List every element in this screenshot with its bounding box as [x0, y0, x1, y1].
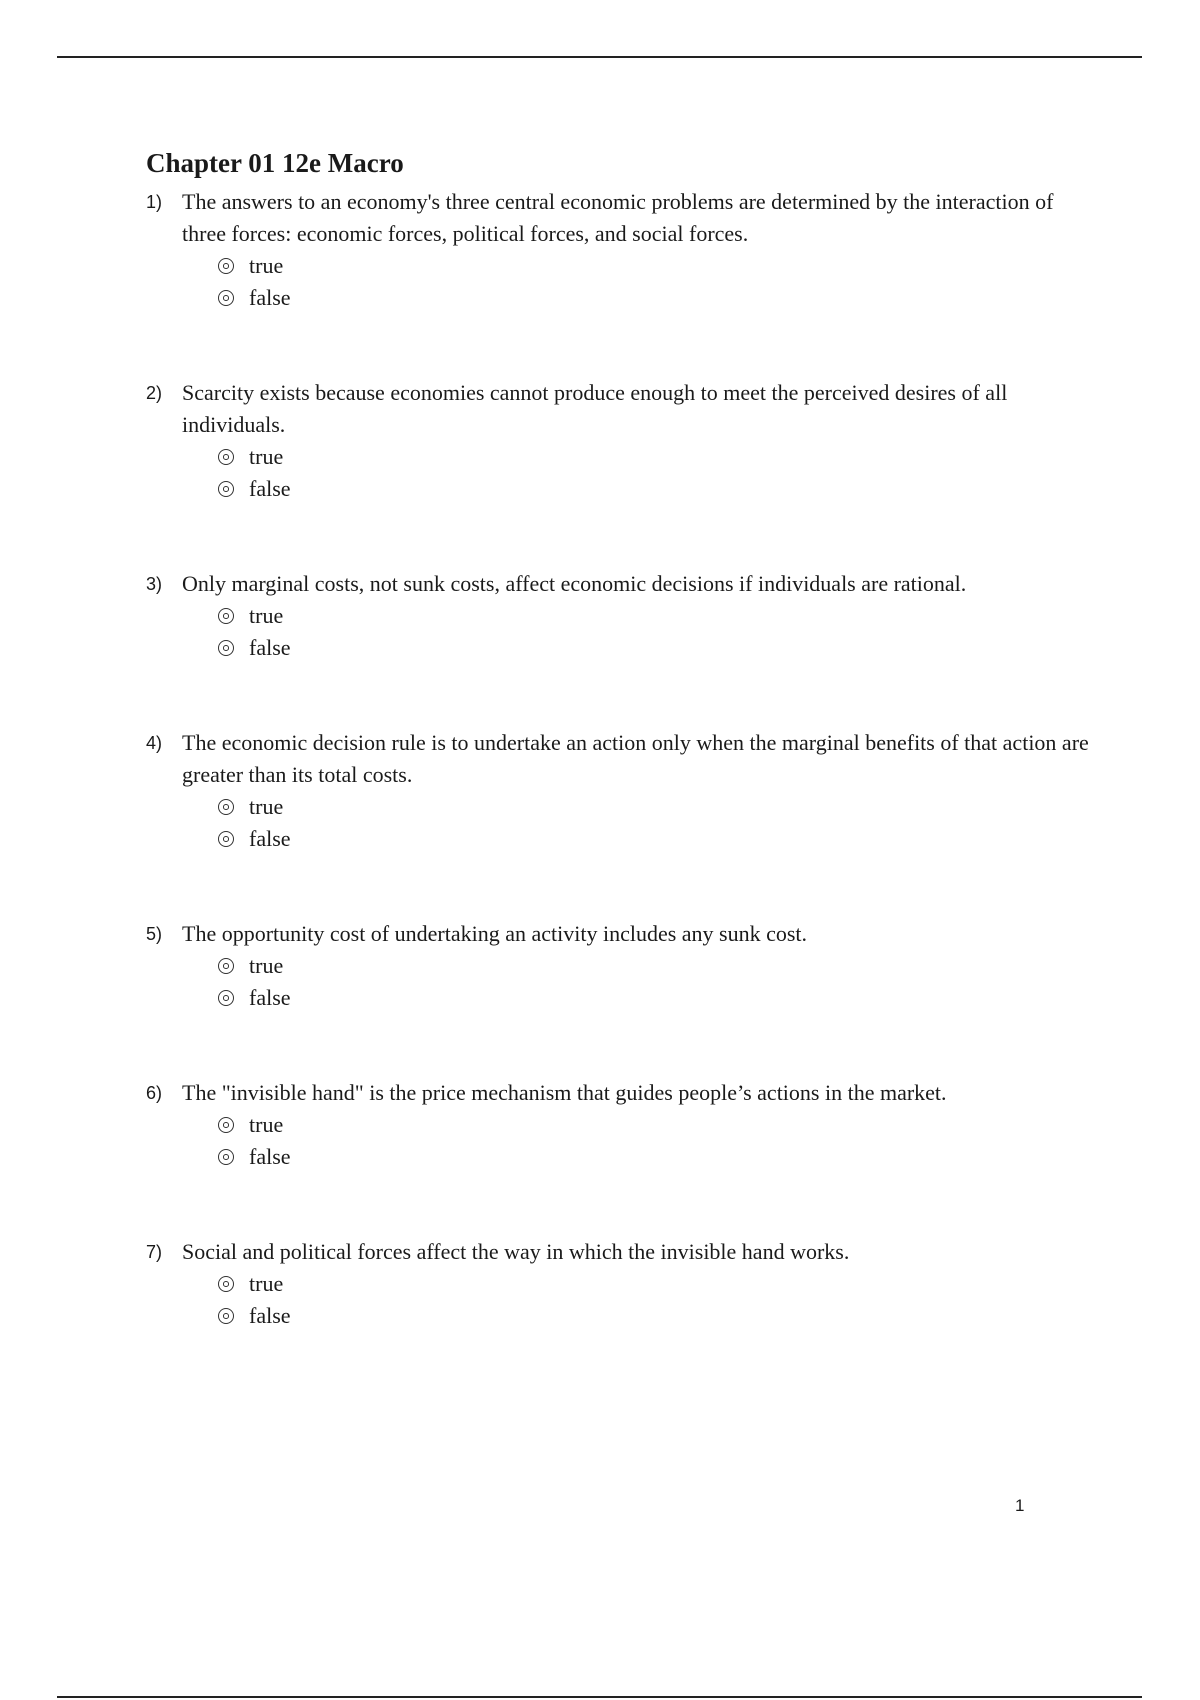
radio-button-icon[interactable] — [218, 831, 234, 847]
question-number: 4) — [146, 733, 163, 753]
radio-button-icon[interactable] — [218, 449, 234, 465]
radio-button-icon[interactable] — [218, 799, 234, 815]
radio-button-icon[interactable] — [218, 1308, 234, 1324]
option-label: true — [249, 1112, 284, 1137]
radio-button-icon[interactable] — [218, 1276, 234, 1292]
option-label: false — [249, 476, 291, 501]
top-rule — [57, 56, 1142, 58]
question-1 — [146, 186, 1096, 314]
option-true[interactable] — [218, 1268, 1096, 1300]
question-number: 3) — [146, 574, 163, 594]
question-6 — [146, 1077, 1096, 1173]
answer-options — [218, 1109, 1096, 1173]
option-label: true — [249, 1271, 284, 1296]
radio-button-icon[interactable] — [218, 990, 234, 1006]
document-title: Chapter 01 12e Macro — [146, 148, 404, 178]
radio-button-icon[interactable] — [218, 608, 234, 624]
radio-button-icon[interactable] — [218, 1149, 234, 1165]
option-true[interactable] — [218, 441, 1096, 473]
question-number: 6) — [146, 1083, 163, 1103]
option-true[interactable] — [218, 600, 1096, 632]
question-number: 7) — [146, 1242, 163, 1262]
radio-button-icon[interactable] — [218, 290, 234, 306]
option-label: false — [249, 1303, 291, 1328]
question-3 — [146, 568, 1096, 664]
option-false[interactable] — [218, 982, 1096, 1014]
answer-options — [218, 791, 1096, 855]
question-text: Social and political forces affect the way in which the invisible hand works. — [182, 1239, 850, 1264]
radio-button-icon[interactable] — [218, 481, 234, 497]
option-true[interactable] — [218, 250, 1096, 282]
option-true[interactable] — [218, 950, 1096, 982]
question-2 — [146, 377, 1096, 505]
option-label: false — [249, 985, 291, 1010]
answer-options — [218, 250, 1096, 314]
radio-button-icon[interactable] — [218, 1117, 234, 1133]
option-false[interactable] — [218, 282, 1096, 314]
question-text: Only marginal costs, not sunk costs, affect economic decisions if individuals are rational. — [182, 571, 967, 596]
option-false[interactable] — [218, 823, 1096, 855]
question-number: 1) — [146, 192, 163, 212]
option-label: true — [249, 953, 284, 978]
question-text: The answers to an economy's three central economic problems are determined by the interaction of three forces: economic forces, political forces, and social forces. — [182, 189, 1054, 246]
option-label: false — [249, 635, 291, 660]
question-text: The economic decision rule is to undertake an action only when the marginal benefits of that action are greater than its total costs. — [182, 730, 1089, 787]
option-label: false — [249, 1144, 291, 1169]
bottom-rule — [57, 1696, 1142, 1698]
question-text: The opportunity cost of undertaking an activity includes any sunk cost. — [182, 921, 808, 946]
option-label: false — [249, 285, 291, 310]
option-true[interactable] — [218, 1109, 1096, 1141]
option-label: true — [249, 444, 284, 469]
question-number: 2) — [146, 383, 163, 403]
quiz-content — [146, 146, 1096, 1332]
option-label: true — [249, 603, 284, 628]
question-text: Scarcity exists because economies cannot produce enough to meet the perceived desires of all individuals. — [182, 380, 1008, 437]
radio-button-icon[interactable] — [218, 640, 234, 656]
option-label: true — [249, 253, 284, 278]
question-number: 5) — [146, 924, 163, 944]
option-false[interactable] — [218, 1141, 1096, 1173]
option-false[interactable] — [218, 1300, 1096, 1332]
answer-options — [218, 950, 1096, 1014]
option-false[interactable] — [218, 473, 1096, 505]
answer-options — [218, 1268, 1096, 1332]
page-number: 1 — [1015, 1496, 1025, 1515]
question-7 — [146, 1236, 1096, 1332]
option-true[interactable] — [218, 791, 1096, 823]
radio-button-icon[interactable] — [218, 958, 234, 974]
option-label: false — [249, 826, 291, 851]
question-5 — [146, 918, 1096, 1014]
question-4 — [146, 727, 1096, 855]
option-label: true — [249, 794, 284, 819]
answer-options — [218, 441, 1096, 505]
radio-button-icon[interactable] — [218, 258, 234, 274]
question-text: The "invisible hand" is the price mechanism that guides people’s actions in the market. — [182, 1080, 947, 1105]
answer-options — [218, 600, 1096, 664]
option-false[interactable] — [218, 632, 1096, 664]
